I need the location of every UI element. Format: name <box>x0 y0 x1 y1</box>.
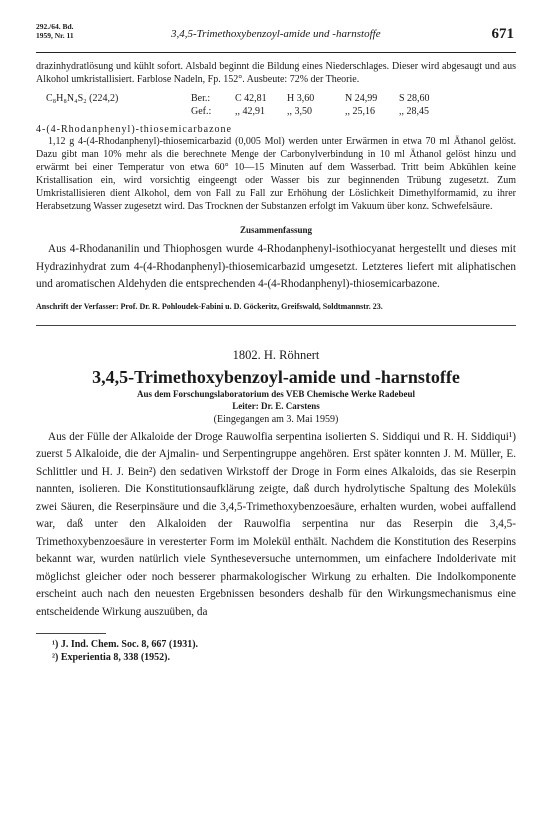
section-heading: 4-(4-Rhodanphenyl)-thiosemicarbazone <box>36 124 232 135</box>
page-body <box>36 60 516 664</box>
footnote: ¹) J. Ind. Chem. Soc. 8, 667 (1931). <box>52 639 199 650</box>
calc-value: N 24,99 <box>345 93 378 104</box>
footnote: ²) Experientia 8, 338 (1952). <box>52 652 170 663</box>
footnote-divider <box>36 633 106 634</box>
section-divider <box>36 325 516 326</box>
received-date: (Eingegangen am 3. Mai 1959) <box>213 413 339 425</box>
volume-line: 292./64. Bd. <box>36 22 74 31</box>
compound-formula: C₈H₈N₄S₂ (224,2) <box>46 93 119 104</box>
page-header <box>36 22 516 53</box>
issue-line: 1959, Nr. 11 <box>36 31 74 40</box>
running-title: 3,4,5-Trimethoxybenzoyl-amide und -harnstoffe <box>171 28 381 40</box>
found-label: Gef.: <box>191 106 212 117</box>
page-number: 671 <box>491 26 514 42</box>
summary-heading: Zusammenfassung <box>239 225 313 235</box>
article-title: 3,4,5-Trimethoxybenzoyl-amide und -harnstoffe <box>92 366 460 387</box>
intro-paragraph: Aus der Fülle der Alkaloide der Droge Rauwolfia serpentina isolierten S. Siddiqui und R. H. Siddiqui¹) zuerst 5 Alkaloide, die der Ajmalin- und Serpentingruppe angehören. Erst später konnten J. M. Müller, E. Schlittler und H. J. Bein²) den sedativen Wirkstoff der Droge in Form eines Alkaloids, das sie Reserpin nannten, isolieren. Die Konstitutionsaufklärung zeigte, daß durch hydrolytische Spaltung des Moleküls zwei Säuren, die Reserpinsäure und die 3,4,5-Trimethoxybenzoesäure, erhalten wurden, wobei auffallend war, daß unter den Alkaloiden der Rauwolfia serpentina nur das Reserpin die 3,4,5-Trimethoxybenzoesäure in veresterter Form im Molekül enthält. Nachdem die Konstitution des Reserpins bekannt war, wurden natürlich viele Syntheseversuche unternommen, um einfachere Indolderivate mit möglichst gleicher oder noch besserer pharmakologischer Wirkung zu erhalten. Die Indolkomponente erscheint auch nach den neuesten Ergebnissen besonders deshalb für den Wirkungsmechanismus eine entscheidende Wirkung auszuüben, da <box>36 430 516 618</box>
found-value: ,, 28,45 <box>399 106 429 117</box>
author-address: Anschrift der Verfasser: Prof. Dr. R. Pohloudek-Fabini u. D. Göckeritz, Greifswald, Soldtmannstr. 23. <box>36 301 383 311</box>
article-number-author: 1802. H. Röhnert <box>232 347 320 362</box>
affiliation: Aus dem Forschungslaboratorium des VEB Chemische Werke Radebeul <box>137 388 415 399</box>
volume-info <box>36 22 74 40</box>
calc-label: Ber.: <box>191 93 211 104</box>
found-value: ,, 3,50 <box>287 106 312 117</box>
calc-value: C 42,81 <box>235 93 267 104</box>
elemental-analysis <box>36 92 516 118</box>
continued-paragraph: drazinhydratlösung und kühlt sofort. Alsbald beginnt die Bildung eines Niederschlages. Dieser wird abgesaugt und aus Alkohol umkristallisiert. Farblose Nadeln, Fp. 152°. Ausbeute: 72% der Theorie. <box>36 61 516 85</box>
summary-paragraph: Aus 4-Rhodananilin und Thiophosgen wurde 4-Rhodanphenyl-isothiocyanat hergestellt und dieses mit Hydrazinhydrat zum 4-(4-Rhodanphenyl)-thiosemicarbazid umgesetzt. Letzteres liefert mit aliphatischen und aromatischen Aldehyden die entsprechenden 4-(4-Rhodanphenyl)-thiosemicarbazone. <box>36 243 516 290</box>
found-value: ,, 25,16 <box>345 106 375 117</box>
section-paragraph: 1,12 g 4-(4-Rhodanphenyl)-thiosemicarbazid (0,005 Mol) werden unter Erwärmen in etwa 70 ml Äthanol gelöst. Dazu gibt man 10% mehr als die berechnete Menge der Carbonylverbindung in 10 ml Äthanol gelöst hinzu und erwärmt bei einer Temperatur von etwa 60° 10—15 Minuten auf dem Wasserbad. Tritt beim Abkühlen keine Kristallisation ein, wird vorsichtig eingeengt oder Wasser bis zur beginnenden Trübung zugesetzt. Zum Umkristallisieren dient Alkohol, dem von Fall zu Fall zur Erhöhung der Löslichkeit Dimethylformamid, zu ihrer Herabsetzung Wasser zugesetzt wird. Das Trocknen der Substanzen erfolgt im Vakuum über konz. Schwefelsäure. <box>36 136 516 212</box>
lab-leader: Leiter: Dr. E. Carstens <box>232 400 320 411</box>
calc-value: S 28,60 <box>399 93 430 104</box>
found-value: ,, 42,91 <box>235 106 265 117</box>
calc-value: H 3,60 <box>287 93 315 104</box>
